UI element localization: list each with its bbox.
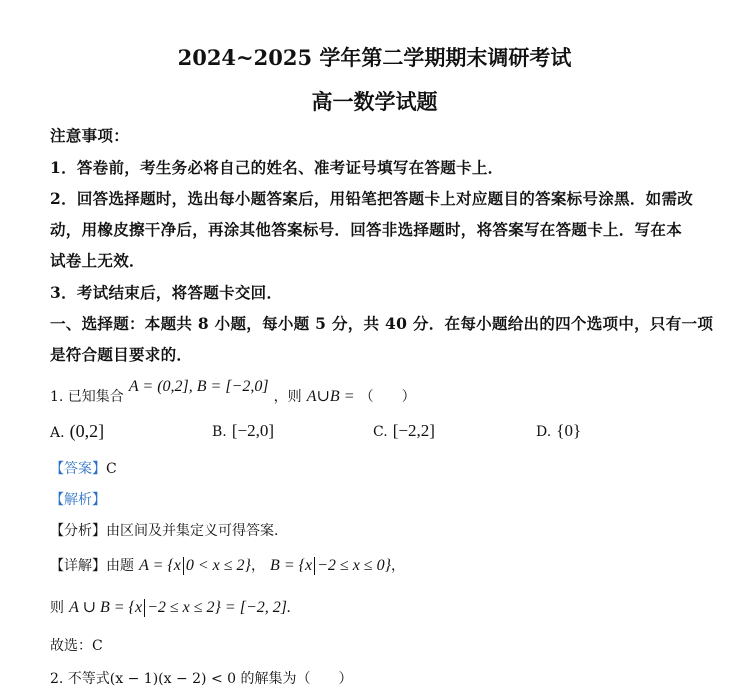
option-b-value: [−2,0] (231, 421, 275, 440)
set-builder-bar (183, 557, 184, 575)
detail-pre: 由题 (106, 558, 134, 574)
option-c[interactable] (373, 421, 435, 441)
option-a-value: (0,2] (69, 421, 105, 441)
section-1-line-2: 是符合题目要求的． (50, 345, 193, 364)
question-1-union: A∪B = (306, 388, 355, 405)
exam-title: 2024~2025 学年第二学期期末调研考试 (177, 45, 572, 70)
option-d-value: {0} (556, 421, 582, 440)
detail-set-a-lhs: A = {x (139, 557, 181, 574)
option-c-label: C. (373, 424, 388, 440)
question-1 (50, 378, 416, 406)
result-pre: 则 (50, 600, 64, 616)
set-builder-bar (314, 557, 315, 575)
result-line (50, 597, 291, 617)
option-a[interactable] (50, 421, 104, 442)
answer-line (50, 458, 117, 478)
analysis-tag: 【解析】 (50, 492, 106, 508)
option-c-value: [−2,2] (392, 421, 435, 440)
option-d-label: D. (536, 424, 552, 440)
fenxi-text: 由区间及并集定义可得答案. (106, 523, 279, 539)
notice-item-1: 1．答卷前，考生务必将自己的姓名、准考证号填写在答题卡上． (50, 158, 504, 177)
answer-tag: 【答案】 (50, 461, 106, 477)
option-b[interactable] (212, 421, 274, 441)
question-1-middle: ，则 (273, 389, 302, 405)
result-rhs: −2 ≤ x ≤ 2} = [−2, 2]. (147, 599, 291, 616)
question-1-sets: A = (0,2], B = [−2,0] (128, 378, 269, 395)
notice-item-3: 3．考试结束后，将答题卡交回． (50, 283, 283, 302)
fenxi-tag: 【分析】 (50, 523, 106, 539)
notice-item-2-line-2: 动，用橡皮擦干净后，再涂其他答案标号．回答非选择题时，将答案写在答题卡上．写在本 (50, 220, 683, 239)
detail-set-b-lhs: B = {x (270, 557, 313, 574)
answer-value: C (106, 461, 117, 477)
option-d[interactable] (536, 421, 581, 441)
question-1-paren: （ ） (359, 389, 416, 405)
notice-item-2-line-1: 2．回答选择题时，选出每小题答案后，用铅笔把答题卡上对应题目的答案标号涂黑．如需改 (50, 189, 694, 208)
section-1-line-1: 一、选择题：本题共 8 小题，每小题 5 分，共 40 分．在每小题给出的四个选项中，只有一项 (50, 314, 714, 333)
result-lhs: A ∪ B = {x (69, 599, 143, 616)
detail-tag: 【详解】 (50, 558, 106, 574)
question-2-partial: 2. 不等式(x − 1)(x − 2) < 0 的解集为（ ） (50, 671, 353, 687)
fenxi-line (50, 520, 278, 540)
notice-item-2-line-3: 试卷上无效． (50, 251, 145, 270)
exam-subtitle: 高一数学试题 (311, 89, 438, 114)
detail-separator: ， (250, 558, 265, 574)
detail-set-b-rhs: −2 ≤ x ≤ 0} (317, 557, 391, 574)
set-builder-bar (144, 599, 145, 617)
option-a-label: A. (50, 425, 65, 441)
choose-line: 故选：C (50, 638, 103, 654)
detail-line (50, 555, 405, 575)
notice-heading: 注意事项： (50, 126, 130, 145)
option-b-label: B. (212, 424, 227, 440)
detail-set-a-rhs: 0 < x ≤ 2} (185, 557, 251, 574)
detail-end: ， (390, 558, 405, 574)
question-1-prefix: 1. 已知集合 (50, 389, 124, 405)
